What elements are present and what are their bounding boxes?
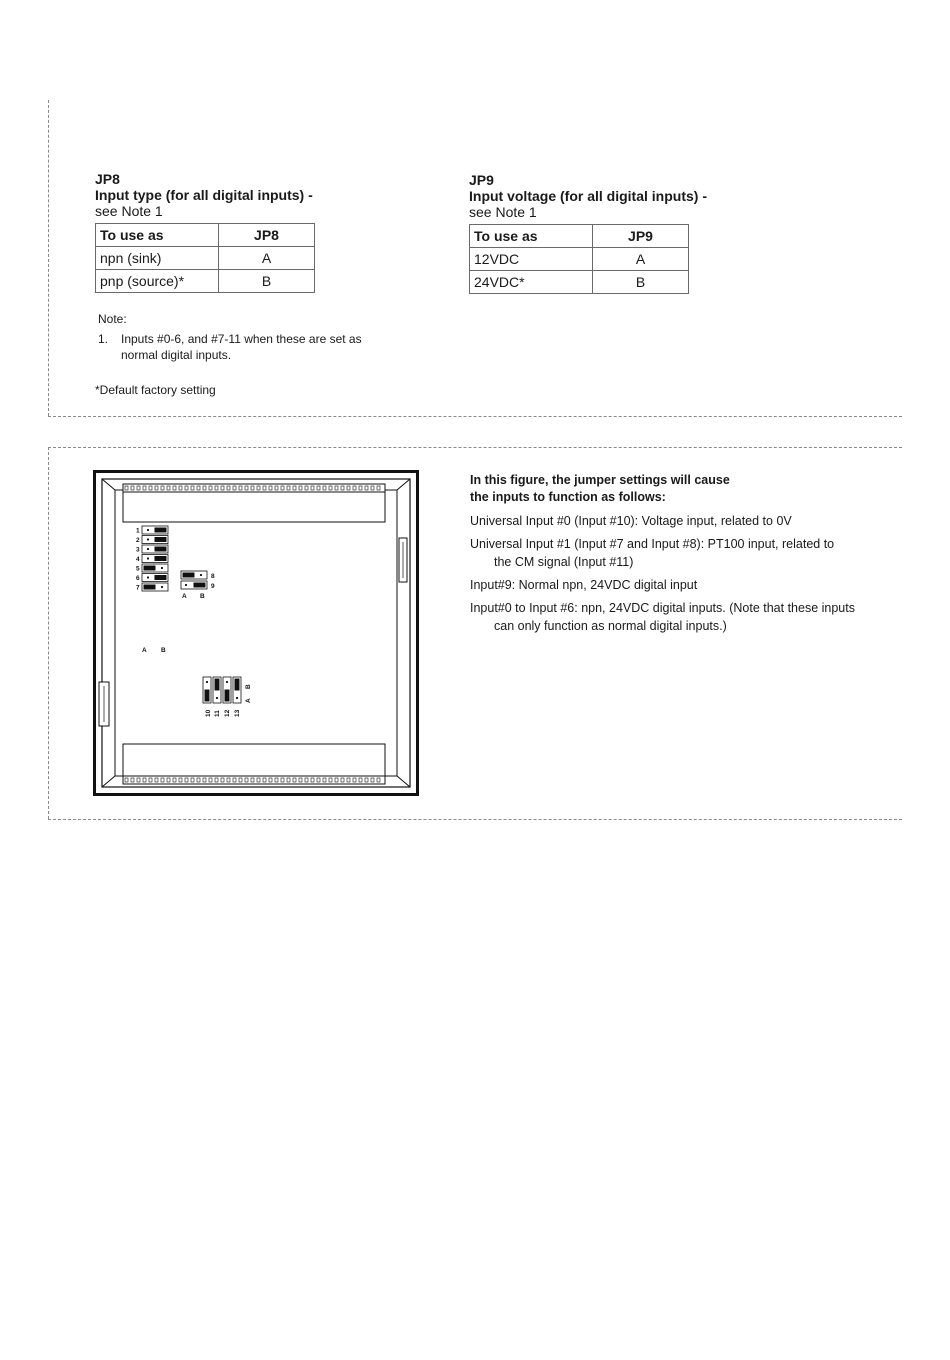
bottom-number-12: 12 (224, 709, 231, 717)
bottom-number-11: 11 (214, 710, 221, 717)
jp8-block (95, 171, 315, 293)
jumper-cap-5 (144, 566, 156, 571)
left-number-4: 4 (136, 556, 140, 563)
jumper-cap-10 (205, 690, 210, 702)
figure-paragraph-2 (470, 535, 900, 571)
left-number-7: 7 (136, 584, 140, 592)
jp8-table (95, 223, 315, 293)
jumper-cap-7 (144, 585, 156, 590)
top-terminal-block (123, 492, 385, 522)
jp9-row2-use: 24VDC* (470, 271, 593, 294)
jumper-cap-2 (155, 537, 167, 542)
jumper-cap-3 (155, 547, 167, 552)
left-number-5: 5 (136, 565, 140, 573)
bottom-label-a: A (245, 698, 252, 703)
figure-paragraph-4 (470, 599, 900, 635)
jp9-row2-setting: B (593, 271, 689, 294)
jp8-row2-use: pnp (source)* (96, 270, 219, 293)
figure-paragraph-2-line1: Universal Input #1 (Input #7 and Input #8): PT100 input, related to (470, 537, 835, 551)
jumper-cap-1 (155, 528, 167, 533)
note-heading: Note: (98, 312, 127, 326)
left-label-b: B (161, 647, 166, 654)
jumper-cap-11 (215, 679, 220, 691)
figure-paragraph-2-line2: the CM signal (Input #11) (494, 555, 634, 569)
jumper-group-universal (203, 677, 252, 717)
figure-paragraph-1: Universal Input #0 (Input #10): Voltage input, related to 0V (470, 514, 792, 528)
jumper-group-jp9 (181, 571, 215, 600)
right-label-a: A (182, 593, 187, 600)
jumper-cap-4 (155, 556, 167, 561)
figure-paragraph-4-line1: Input#0 to Input #6: npn, 24VDC digital inputs. (Note that these inputs (470, 601, 855, 615)
jp8-row1-setting: A (219, 247, 315, 270)
table-row (470, 248, 689, 271)
figure-heading-line2: the inputs to function as follows: (470, 490, 666, 504)
right-label-b: B (200, 593, 205, 600)
section1-bottom-border (48, 416, 902, 417)
table-row (470, 271, 689, 294)
left-number-3: 3 (136, 546, 140, 554)
table-header-row (96, 224, 315, 247)
jp8-row2-setting: B (219, 270, 315, 293)
jp9-see-note: see Note 1 (469, 204, 537, 220)
note-item-line1: Inputs #0-6, and #7-11 when these are set as (121, 332, 362, 346)
note-item-number: 1. (98, 332, 109, 346)
jumper-cap-9 (194, 583, 206, 588)
jp9-subtitle: Input voltage (for all digital inputs) - (469, 188, 707, 204)
left-label-a: A (142, 647, 147, 654)
jumper-cap-6 (155, 575, 167, 580)
section1-left-border (48, 100, 49, 416)
table-row (96, 247, 315, 270)
jumper-cap-8 (183, 573, 195, 578)
note-item-line2: normal digital inputs. (121, 348, 232, 362)
jp8-header-setting: JP8 (219, 224, 315, 247)
figure-heading-line1: In this figure, the jumper settings will cause (470, 473, 730, 487)
board-inner-frame (102, 479, 410, 787)
jp8-header-use: To use as (96, 224, 219, 247)
jp9-title: JP9 (469, 172, 494, 188)
table-row (96, 270, 315, 293)
left-number-2: 2 (136, 537, 140, 544)
section2-bottom-border (48, 819, 902, 820)
right-number-9: 9 (211, 583, 215, 590)
note-item (98, 331, 418, 363)
figure-paragraph-4-line2: can only function as normal digital inputs.) (494, 619, 727, 633)
jumper-board-diagram (93, 470, 419, 796)
jp9-row1-setting: A (593, 248, 689, 271)
table-header-row (470, 225, 689, 248)
left-number-1: 1 (136, 527, 140, 535)
section2-left-border (48, 447, 49, 819)
jumper-group-jp8 (136, 526, 168, 654)
jp9-header-use: To use as (470, 225, 593, 248)
jp8-title: JP8 (95, 171, 120, 187)
jp8-subtitle: Input type (for all digital inputs) - (95, 187, 313, 203)
jumper-cap-13 (235, 679, 240, 691)
jp9-row1-use: 12VDC (470, 248, 593, 271)
default-setting-note: *Default factory setting (95, 383, 216, 397)
left-number-6: 6 (136, 575, 140, 582)
figure-paragraph-3: Input#9: Normal npn, 24VDC digital input (470, 578, 698, 592)
jp9-header-setting: JP9 (593, 225, 689, 248)
jp9-table (469, 224, 689, 294)
jumper-cap-12 (225, 690, 230, 702)
figure-description (470, 472, 900, 635)
bottom-terminal-block (123, 744, 385, 776)
section2-top-border (48, 447, 902, 448)
jp9-block (469, 172, 707, 294)
bottom-number-13: 13 (234, 709, 241, 717)
bottom-label-b: B (245, 684, 252, 689)
jp8-see-note: see Note 1 (95, 203, 163, 219)
bottom-number-10: 10 (205, 709, 212, 717)
right-number-8: 8 (211, 573, 215, 580)
jp8-row1-use: npn (sink) (96, 247, 219, 270)
